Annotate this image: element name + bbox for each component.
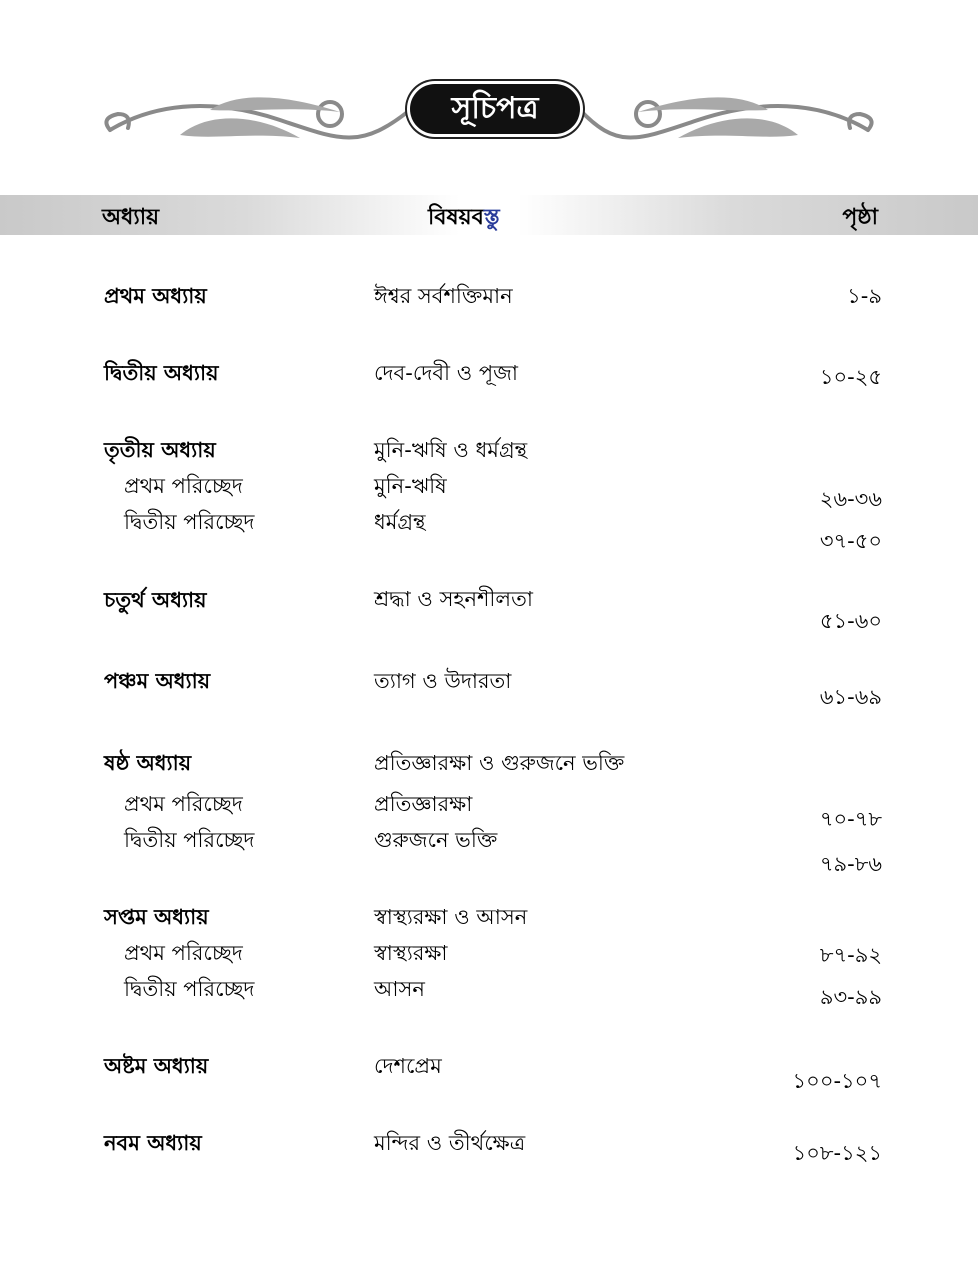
header-topic-tail: স্তু (483, 205, 500, 230)
page-range: ৬১-৬৯ (819, 685, 882, 709)
page-range: ৭০-৭৮ (819, 807, 882, 831)
header-chapter: অধ্যায় (102, 205, 160, 230)
topic-label: মন্দির ও তীর্থক্ষেত্র (374, 1131, 526, 1155)
page-title: সূচিপত্র (410, 84, 580, 134)
section-label: দ্বিতীয় পরিচ্ছেদ (124, 510, 255, 534)
section-label: প্রথম পরিচ্ছেদ (124, 792, 243, 816)
section-topic: স্বাস্থ্যরক্ষা (374, 941, 448, 965)
topic-label: ত্যাগ ও উদারতা (374, 669, 512, 693)
page-range: ৫১-৬০ (819, 609, 882, 633)
chapter-label: প্রথম অধ্যায় (104, 284, 207, 308)
page-range: ৮৭-৯২ (819, 943, 882, 967)
section-topic: প্রতিজ্ঞারক্ষা (374, 792, 473, 816)
section-label: প্রথম পরিচ্ছেদ (124, 941, 243, 965)
section-topic: আসন (374, 977, 425, 1001)
page-range: ১০-২৫ (819, 365, 882, 389)
section-label: প্রথম পরিচ্ছেদ (124, 474, 243, 498)
page-range: ১০৮-১২১ (792, 1141, 882, 1165)
section-label: দ্বিতীয় পরিচ্ছেদ (124, 977, 255, 1001)
chapter-label: ষষ্ঠ অধ্যায় (104, 751, 192, 775)
header-page: পৃষ্ঠা (842, 205, 878, 230)
header-topic-main: বিষয়ব (428, 205, 484, 230)
topic-label: দেব-দেবী ও পূজা (374, 361, 519, 385)
page-range: ৭৯-৮৬ (819, 852, 882, 876)
topic-label: স্বাস্থ্যরক্ষা ও আসন (374, 905, 528, 929)
section-label: দ্বিতীয় পরিচ্ছেদ (124, 828, 255, 852)
header-topic (428, 200, 500, 237)
chapter-label: পঞ্চম অধ্যায় (104, 669, 211, 693)
chapter-label: তৃতীয় অধ্যায় (104, 438, 216, 462)
topic-label: প্রতিজ্ঞারক্ষা ও গুরুজনে ভক্তি (374, 751, 625, 775)
section-topic: গুরুজনে ভক্তি (374, 828, 498, 852)
chapter-label: দ্বিতীয় অধ্যায় (104, 361, 219, 385)
section-topic: মুনি-ঋষি (374, 474, 447, 498)
topic-label: দেশপ্রেম (374, 1054, 442, 1078)
page-range: ১-৯ (847, 284, 882, 308)
page-range: ২৬-৩৬ (819, 487, 882, 511)
topic-label: শ্রদ্ধা ও সহনশীলতা (374, 587, 533, 611)
topic-label: ঈশ্বর সর্বশক্তিমান (374, 284, 513, 308)
section-topic: ধর্মগ্রন্থ (374, 510, 426, 534)
chapter-label: অষ্টম অধ্যায় (104, 1054, 209, 1078)
page-range: ৯৩-৯৯ (819, 985, 882, 1009)
chapter-label: নবম অধ্যায় (104, 1131, 202, 1155)
page-range: ৩৭-৫০ (819, 529, 882, 553)
page-range: ১০০-১০৭ (792, 1069, 882, 1093)
chapter-label: চতুর্থ অধ্যায় (104, 588, 207, 612)
chapter-label: সপ্তম অধ্যায় (104, 905, 209, 929)
topic-label: মুনি-ঋষি ও ধর্মগ্রন্থ (374, 438, 528, 462)
